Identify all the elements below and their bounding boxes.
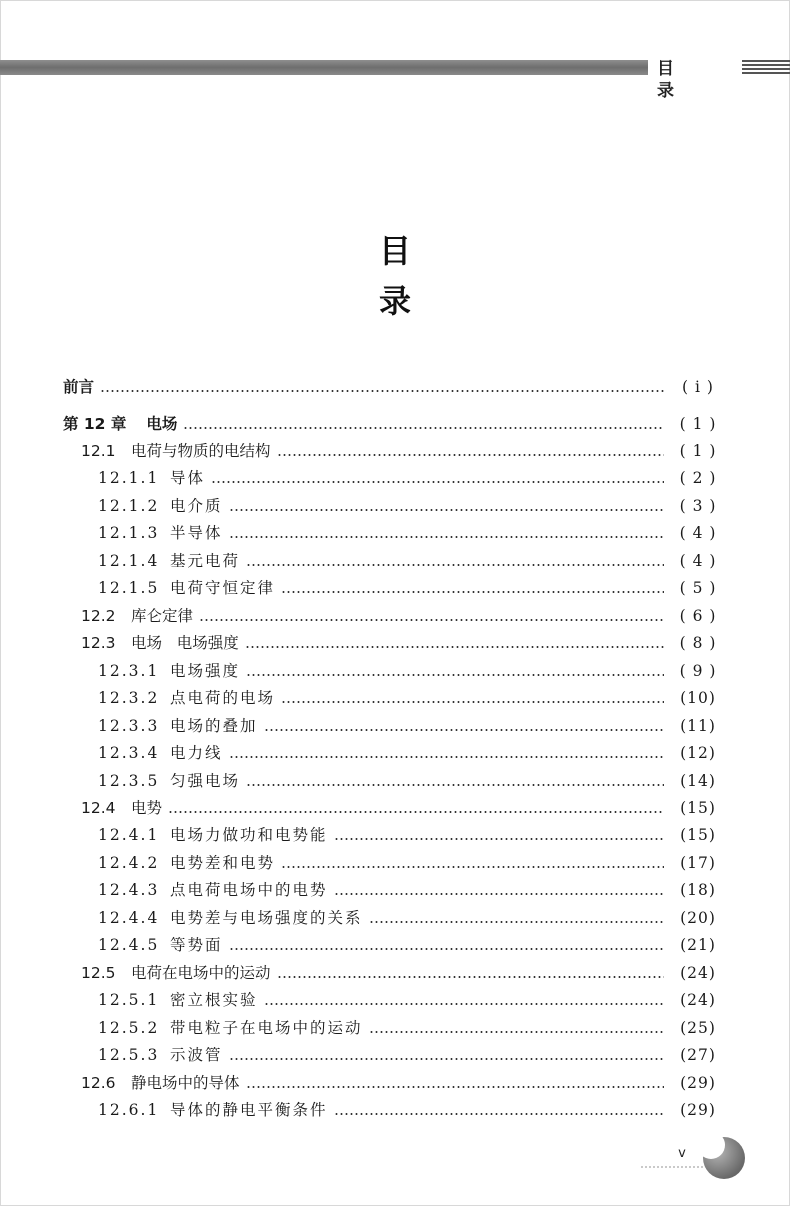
toc-entry[interactable] xyxy=(0,822,790,849)
footer-decoration-icon xyxy=(703,1137,745,1179)
toc-entry[interactable] xyxy=(0,850,790,877)
toc-dot-leader xyxy=(168,811,664,813)
toc-entry[interactable] xyxy=(0,493,790,520)
toc-entry-number: 12.3.4 xyxy=(98,744,160,762)
toc-entry-number: 12.4.4 xyxy=(98,909,160,927)
toc-entry-page: (14) xyxy=(680,772,716,790)
toc-dot-leader xyxy=(334,1113,664,1115)
toc-entry[interactable] xyxy=(0,374,790,401)
toc-entry-title: 电荷与物质的电结构 xyxy=(131,442,271,460)
toc-entry-label xyxy=(81,630,239,657)
toc-dot-leader xyxy=(246,1086,664,1088)
toc-entry-label xyxy=(81,1070,240,1097)
toc-entry-label xyxy=(98,987,258,1014)
running-header-title: 目 录 xyxy=(657,59,710,101)
toc-entry-number: 12.4.3 xyxy=(98,881,160,899)
toc-entry-page: (25) xyxy=(680,1019,716,1037)
page-number: v xyxy=(678,1146,686,1161)
toc-entry-label xyxy=(98,685,275,712)
toc-entry-page: (29) xyxy=(680,1074,716,1092)
toc-entry-title: 电场力做功和电势能 xyxy=(170,826,328,844)
toc-entry-label xyxy=(98,658,240,685)
toc-entry-title: 电力线 xyxy=(170,744,223,762)
toc-entry-number: 12.6 xyxy=(81,1074,116,1092)
toc-entry[interactable] xyxy=(0,465,790,492)
toc-entry-page: (10) xyxy=(680,689,716,707)
toc-dot-leader xyxy=(277,454,664,456)
toc-entry-number: 12.6.1 xyxy=(98,1101,160,1119)
toc-entry-title: 点电荷的电场 xyxy=(170,689,276,707)
toc-entry-number: 12.3.5 xyxy=(98,772,160,790)
toc-entry-page: (24) xyxy=(680,964,716,982)
toc-entry-title: 点电荷电场中的电势 xyxy=(170,881,328,899)
toc-entry-page: (21) xyxy=(680,936,716,954)
toc-dot-leader xyxy=(199,619,664,621)
toc-entry-page: ( 1 ) xyxy=(679,442,717,460)
toc-entry-title: 示波管 xyxy=(170,1046,223,1064)
toc-entry-title: 电场 xyxy=(146,415,178,433)
toc-entry-label xyxy=(98,740,223,767)
toc-entry-title: 基元电荷 xyxy=(170,552,241,570)
toc-entry-number: 12.1.4 xyxy=(98,552,160,570)
toc-entry-label xyxy=(63,374,94,401)
toc-dot-leader xyxy=(183,427,664,429)
toc-entry[interactable] xyxy=(0,411,790,438)
toc-entry[interactable] xyxy=(0,987,790,1014)
toc-entry-title: 电场强度 xyxy=(170,662,241,680)
toc-entry-page: (11) xyxy=(680,717,716,735)
toc-entry[interactable] xyxy=(0,548,790,575)
header-rule-lines xyxy=(742,60,790,76)
toc-entry-label xyxy=(81,603,193,630)
toc-entry-label xyxy=(98,850,275,877)
toc-entry-title: 库仑定律 xyxy=(131,607,194,625)
toc-entry[interactable] xyxy=(0,658,790,685)
toc-entry[interactable] xyxy=(0,1042,790,1069)
toc-entry-number: 12.1.2 xyxy=(98,497,160,515)
toc-entry-label xyxy=(98,520,223,547)
toc-entry-number: 12.3 xyxy=(81,634,116,652)
toc-entry-number: 12.3.1 xyxy=(98,662,160,680)
toc-entry-label xyxy=(98,713,258,740)
toc-dot-leader xyxy=(264,1003,664,1005)
header-bar xyxy=(0,60,648,75)
toc-entry-page: ( i ) xyxy=(682,378,714,396)
toc-entry[interactable] xyxy=(0,603,790,630)
toc-entry-number: 第 12 章 xyxy=(63,415,127,433)
toc-entry-number: 12.4.1 xyxy=(98,826,160,844)
toc-entry-page: (24) xyxy=(680,991,716,1009)
toc-dot-leader xyxy=(369,921,664,923)
toc-entry-label xyxy=(98,575,275,602)
toc-dot-leader xyxy=(229,1058,664,1060)
toc-entry-title: 匀强电场 xyxy=(170,772,241,790)
toc-entry-page: (18) xyxy=(680,881,716,899)
toc-entry-number: 12.3.3 xyxy=(98,717,160,735)
toc-dot-leader xyxy=(245,646,664,648)
toc-dot-leader xyxy=(281,866,664,868)
toc-entry-label xyxy=(98,1097,328,1124)
toc-dot-leader xyxy=(100,390,664,392)
toc-entry-title: 电势差与电场强度的关系 xyxy=(170,909,363,927)
toc-entry-number: 12.1 xyxy=(81,442,116,460)
toc-entry-number: 12.5 xyxy=(81,964,116,982)
toc-dot-leader xyxy=(229,509,664,511)
page-title: 目录 xyxy=(378,232,481,320)
toc-entry[interactable] xyxy=(0,713,790,740)
toc-entry[interactable] xyxy=(0,768,790,795)
toc-entry-title: 电势 xyxy=(131,799,163,817)
toc-entry-page: ( 4 ) xyxy=(679,552,717,570)
toc-entry[interactable] xyxy=(0,905,790,932)
toc-entry-label xyxy=(81,960,271,987)
toc-entry-page: ( 6 ) xyxy=(679,607,717,625)
toc-entry-page: (15) xyxy=(680,799,716,817)
toc-dot-leader xyxy=(229,756,664,758)
toc-entry-label xyxy=(98,493,223,520)
toc-entry[interactable] xyxy=(0,438,790,465)
toc-entry-title: 电介质 xyxy=(170,497,223,515)
toc-entry-title: 电荷在电场中的运动 xyxy=(131,964,271,982)
toc-entry-page: (17) xyxy=(680,854,716,872)
toc-entry-label xyxy=(98,1042,223,1069)
toc-entry-title: 半导体 xyxy=(170,524,223,542)
toc-entry-number: 12.4.2 xyxy=(98,854,160,872)
toc-entry-number: 12.4 xyxy=(81,799,116,817)
toc-entry[interactable] xyxy=(0,630,790,657)
toc-dot-leader xyxy=(229,948,664,950)
toc-entry-page: ( 4 ) xyxy=(679,524,717,542)
toc-entry-title: 密立根实验 xyxy=(170,991,258,1009)
toc-entry-number: 12.1.1 xyxy=(98,469,160,487)
toc-entry-label xyxy=(98,877,328,904)
toc-entry[interactable] xyxy=(0,960,790,987)
toc-entry[interactable] xyxy=(0,1015,790,1042)
toc-dot-leader xyxy=(281,591,664,593)
toc-entry[interactable] xyxy=(0,1070,790,1097)
toc-entry-label xyxy=(98,768,240,795)
toc-entry-number: 12.1.5 xyxy=(98,579,160,597)
toc-entry-number: 12.1.3 xyxy=(98,524,160,542)
toc-dot-leader xyxy=(334,838,664,840)
toc-entry[interactable] xyxy=(0,1097,790,1124)
toc-entry-page: ( 1 ) xyxy=(679,415,717,433)
toc-entry[interactable] xyxy=(0,795,790,822)
toc-entry-title: 电场 电场强度 xyxy=(131,634,239,652)
toc-dot-leader xyxy=(369,1031,664,1033)
toc-entry-page: (15) xyxy=(680,826,716,844)
toc-entry-number: 12.3.2 xyxy=(98,689,160,707)
toc-entry[interactable] xyxy=(0,685,790,712)
toc-entry-page: ( 5 ) xyxy=(679,579,717,597)
toc-entry-number: 12.5.3 xyxy=(98,1046,160,1064)
toc-dot-leader xyxy=(264,729,664,731)
toc-entry-number: 12.5.2 xyxy=(98,1019,160,1037)
toc-entry-title: 导体 xyxy=(170,469,206,487)
toc-entry-label xyxy=(98,465,205,492)
toc-entry-label xyxy=(81,438,271,465)
toc-entry-page: (27) xyxy=(680,1046,716,1064)
toc-entry-title: 电势差和电势 xyxy=(170,854,276,872)
toc-dot-leader xyxy=(277,976,664,978)
toc-entry-title: 前言 xyxy=(63,378,95,396)
toc-entry[interactable] xyxy=(0,740,790,767)
toc-entry-number: 12.5.1 xyxy=(98,991,160,1009)
toc-entry-title: 带电粒子在电场中的运动 xyxy=(170,1019,363,1037)
toc-entry-page: ( 8 ) xyxy=(679,634,717,652)
toc-dot-leader xyxy=(211,481,664,483)
toc-entry-page: (20) xyxy=(680,909,716,927)
toc-entry-title: 电荷守恒定律 xyxy=(170,579,276,597)
toc-entry-page: ( 9 ) xyxy=(679,662,717,680)
toc-dot-leader xyxy=(334,893,664,895)
toc-entry[interactable] xyxy=(0,575,790,602)
toc-entry-number: 12.4.5 xyxy=(98,936,160,954)
toc-dot-leader xyxy=(246,564,664,566)
toc-entry-title: 静电场中的导体 xyxy=(131,1074,240,1092)
toc-entry-page: (29) xyxy=(680,1101,716,1119)
toc-entry-label xyxy=(98,548,240,575)
toc-dot-leader xyxy=(281,701,664,703)
toc-entry-label xyxy=(98,932,223,959)
toc-entry-title: 导体的静电平衡条件 xyxy=(170,1101,328,1119)
toc-entry-page: (12) xyxy=(680,744,716,762)
toc-entry-label xyxy=(98,822,328,849)
toc-entry-label xyxy=(98,905,363,932)
toc-entry-label xyxy=(81,795,162,822)
toc-dot-leader xyxy=(246,784,664,786)
toc-entry-title: 等势面 xyxy=(170,936,223,954)
toc-entry-page: ( 2 ) xyxy=(679,469,717,487)
toc-dot-leader xyxy=(246,674,664,676)
toc-entry[interactable] xyxy=(0,932,790,959)
toc-entry-label xyxy=(63,411,177,438)
toc-entry-number: 12.2 xyxy=(81,607,116,625)
toc-entry[interactable] xyxy=(0,877,790,904)
toc-entry-page: ( 3 ) xyxy=(679,497,717,515)
toc-entry[interactable] xyxy=(0,520,790,547)
toc-dot-leader xyxy=(229,536,664,538)
toc-entry-label xyxy=(98,1015,363,1042)
toc-entry-title: 电场的叠加 xyxy=(170,717,258,735)
